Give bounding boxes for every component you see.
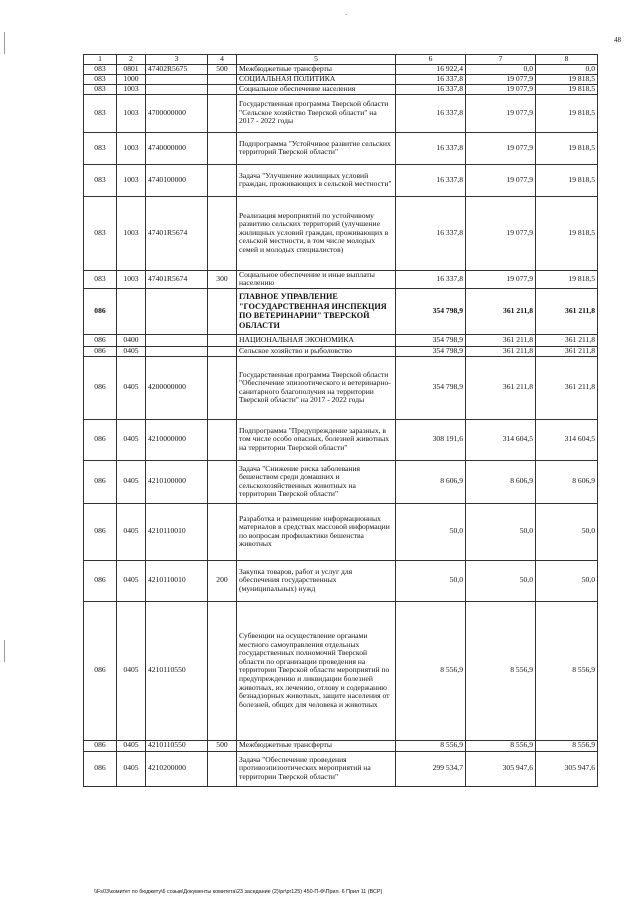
- item-name: Реализация мероприятий по устойчивому развитию сельских территорий (улучшение жилищных условий граждан, проживающих в сельской местности, в том числе молодых семей и молодых специалистов): [237, 196, 396, 270]
- item-name: Государственная программа Тверской области "Сельское хозяйство Тверской области" на 2017 - 2022 годы: [237, 94, 396, 132]
- item-name: Задача "Улучшение жилищных условий граждан, проживающих в сельской местности": [237, 164, 396, 196]
- target-article-code: 4210110010: [146, 503, 208, 560]
- amount-2022: 314 604,5: [536, 419, 598, 460]
- amount-2021: 19 077,9: [466, 164, 536, 196]
- gr-code: 083: [84, 74, 117, 84]
- table-row: [84, 740, 598, 751]
- amount-2022: 19 818,5: [536, 132, 598, 164]
- item-name: Социальное обеспечение населения: [237, 84, 396, 94]
- page-top-mark: -: [345, 10, 348, 18]
- amount-2022: 361 211,8: [536, 356, 598, 419]
- column-number: 7: [466, 55, 536, 65]
- amount-2020: 16 337,8: [396, 196, 466, 270]
- amount-2021: 19 077,9: [466, 196, 536, 270]
- gr-code: 086: [84, 503, 117, 560]
- section-code: [117, 288, 146, 334]
- amount-2022: 361 211,8: [536, 346, 598, 356]
- amount-2020: 16 337,8: [396, 74, 466, 84]
- expense-type-code: [208, 132, 237, 164]
- target-article-code: [146, 334, 208, 346]
- target-article-code: 4210110550: [146, 601, 208, 740]
- amount-2022: 361 211,8: [536, 288, 598, 334]
- amount-2020: 16 337,8: [396, 270, 466, 288]
- target-article-code: 4210110010: [146, 560, 208, 601]
- section-code: 0405: [117, 560, 146, 601]
- expense-type-code: [208, 751, 237, 786]
- section-code: 1000: [117, 74, 146, 84]
- table-row: [84, 601, 598, 740]
- item-name: СОЦИАЛЬНАЯ ПОЛИТИКА: [237, 74, 396, 84]
- gr-code: 086: [84, 560, 117, 601]
- gr-code: 086: [84, 288, 117, 334]
- amount-2020: 16 337,8: [396, 164, 466, 196]
- amount-2020: 308 191,6: [396, 419, 466, 460]
- target-article-code: 4740100000: [146, 164, 208, 196]
- expense-type-code: [208, 288, 237, 334]
- gr-code: 083: [84, 270, 117, 288]
- amount-2021: 361 211,8: [466, 356, 536, 419]
- amount-2022: 19 818,5: [536, 270, 598, 288]
- amount-2021: 361 211,8: [466, 288, 536, 334]
- amount-2022: 19 818,5: [536, 94, 598, 132]
- table-row: [84, 132, 598, 164]
- amount-2022: 361 211,8: [536, 334, 598, 346]
- expense-type-code: [208, 334, 237, 346]
- gr-code: 083: [84, 64, 117, 74]
- amount-2021: 0,0: [466, 64, 536, 74]
- target-article-code: [146, 74, 208, 84]
- expense-type-code: [208, 460, 237, 503]
- footer-file-path: \\Fs03\комитет по бюджету\6 созыв\Документы комитета\23 заседание (2)\pr\pr125) 450-П-Ф\Прил. 6 Прил 11 (ВСР): [94, 889, 383, 895]
- amount-2021: 50,0: [466, 560, 536, 601]
- target-article-code: 4210100000: [146, 460, 208, 503]
- target-article-code: 4740000000: [146, 132, 208, 164]
- section-code: 1003: [117, 84, 146, 94]
- gr-code: 083: [84, 94, 117, 132]
- table-row: [84, 346, 598, 356]
- amount-2020: 354 798,9: [396, 346, 466, 356]
- section-code: 0405: [117, 356, 146, 419]
- item-name: ГЛАВНОЕ УПРАВЛЕНИЕ "ГОСУДАРСТВЕННАЯ ИНСПЕКЦИЯ ПО ВЕТЕРИНАРИИ" ТВЕРСКОЙ ОБЛАСТИ: [237, 288, 396, 334]
- expense-type-code: [208, 346, 237, 356]
- item-name: Закупка товаров, работ и услуг для обеспечения государственных (муниципальных) нужд: [237, 560, 396, 601]
- table-row: [84, 560, 598, 601]
- section-code: 1003: [117, 164, 146, 196]
- amount-2022: 305 947,6: [536, 751, 598, 786]
- table-row: [84, 74, 598, 84]
- amount-2021: 50,0: [466, 503, 536, 560]
- gr-code: 086: [84, 356, 117, 419]
- item-name: Субвенции на осуществление органами местного самоуправления отдельных государственных полномочий Тверской области по организации проведения на территории Тверской области мероприятий по предупреждению и ликвидации болезней животных, их лечению, отлову и содержанию безнадзорных животных, защите населения от болезней, общих для человека и животных: [237, 601, 396, 740]
- target-article-code: 47401R5674: [146, 196, 208, 270]
- amount-2021: 8 556,9: [466, 740, 536, 751]
- item-name: Задача "Обеспечение проведения противоэпизоотических мероприятий на территории Тверской области": [237, 751, 396, 786]
- amount-2020: 8 556,9: [396, 601, 466, 740]
- amount-2020: 16 337,8: [396, 84, 466, 94]
- column-number: 5: [237, 55, 396, 65]
- section-code: 0405: [117, 346, 146, 356]
- amount-2021: 19 077,9: [466, 74, 536, 84]
- expense-type-code: [208, 196, 237, 270]
- target-article-code: 4200000000: [146, 356, 208, 419]
- amount-2021: 8 556,9: [466, 601, 536, 740]
- amount-2020: 50,0: [396, 503, 466, 560]
- target-article-code: [146, 84, 208, 94]
- gr-code: 083: [84, 84, 117, 94]
- amount-2022: 8 556,9: [536, 601, 598, 740]
- section-code: 1003: [117, 94, 146, 132]
- table-row: [84, 288, 598, 334]
- amount-2020: 354 798,9: [396, 356, 466, 419]
- amount-2021: 8 606,9: [466, 460, 536, 503]
- expense-type-code: [208, 356, 237, 419]
- amount-2020: 354 798,9: [396, 334, 466, 346]
- expense-type-code: 500: [208, 740, 237, 751]
- item-name: Задача "Снижение риска заболевания бешенством среди домашних и сельскохозяйственных животных на территории Тверской области": [237, 460, 396, 503]
- gr-code: 083: [84, 132, 117, 164]
- section-code: 1003: [117, 270, 146, 288]
- column-number-row: [84, 55, 598, 65]
- table-row: [84, 84, 598, 94]
- amount-2021: 19 077,9: [466, 132, 536, 164]
- amount-2022: 19 818,5: [536, 164, 598, 196]
- target-article-code: 47402R5675: [146, 64, 208, 74]
- column-number: 1: [84, 55, 117, 65]
- item-name: Межбюджетные трансферты: [237, 64, 396, 74]
- expense-type-code: [208, 601, 237, 740]
- gr-code: 086: [84, 751, 117, 786]
- amount-2020: 299 534,7: [396, 751, 466, 786]
- section-code: 0801: [117, 64, 146, 74]
- budget-table-body: [84, 55, 598, 787]
- amount-2022: 19 818,5: [536, 74, 598, 84]
- table-row: [84, 356, 598, 419]
- target-article-code: 4700000000: [146, 94, 208, 132]
- amount-2021: 19 077,9: [466, 94, 536, 132]
- gr-code: 083: [84, 196, 117, 270]
- expense-type-code: 200: [208, 560, 237, 601]
- target-article-code: 4210000000: [146, 419, 208, 460]
- amount-2021: 361 211,8: [466, 346, 536, 356]
- table-row: [84, 419, 598, 460]
- expense-type-code: 300: [208, 270, 237, 288]
- item-name: Межбюджетные трансферты: [237, 740, 396, 751]
- table-row: [84, 460, 598, 503]
- item-name: Государственная программа Тверской области "Обеспечение эпизоотического и ветеринарно-санитарного благополучия на территории Тверской области" на 2017 - 2022 годы: [237, 356, 396, 419]
- item-name: Социальное обеспечение и иные выплаты населению: [237, 270, 396, 288]
- table-row: [84, 64, 598, 74]
- column-number: 4: [208, 55, 237, 65]
- item-name: Сельское хозяйство и рыболовство: [237, 346, 396, 356]
- section-code: 0405: [117, 460, 146, 503]
- amount-2022: 50,0: [536, 503, 598, 560]
- gr-code: 086: [84, 346, 117, 356]
- item-name: Разработка и размещение информационных материалов в средствах массовой информации по вопросам профилактики бешенства животных: [237, 503, 396, 560]
- amount-2022: 50,0: [536, 560, 598, 601]
- section-code: 1003: [117, 196, 146, 270]
- amount-2020: 8 606,9: [396, 460, 466, 503]
- amount-2022: 8 556,9: [536, 740, 598, 751]
- column-number: 8: [536, 55, 598, 65]
- amount-2021: 314 604,5: [466, 419, 536, 460]
- expense-type-code: [208, 164, 237, 196]
- amount-2021: 19 077,9: [466, 270, 536, 288]
- gr-code: 086: [84, 419, 117, 460]
- target-article-code: [146, 346, 208, 356]
- expense-type-code: [208, 84, 237, 94]
- section-code: 1003: [117, 132, 146, 164]
- amount-2020: 16 337,8: [396, 132, 466, 164]
- scan-margin-line: [4, 640, 5, 662]
- table-row: [84, 94, 598, 132]
- amount-2021: 19 077,9: [466, 84, 536, 94]
- table-row: [84, 196, 598, 270]
- amount-2021: 305 947,6: [466, 751, 536, 786]
- amount-2022: 19 818,5: [536, 196, 598, 270]
- section-code: 0405: [117, 751, 146, 786]
- table-row: [84, 334, 598, 346]
- scan-margin-line: [4, 32, 5, 54]
- section-code: 0405: [117, 419, 146, 460]
- section-code: 0405: [117, 503, 146, 560]
- expense-type-code: [208, 94, 237, 132]
- target-article-code: [146, 288, 208, 334]
- table-row: [84, 751, 598, 786]
- gr-code: 083: [84, 164, 117, 196]
- target-article-code: 47401R5674: [146, 270, 208, 288]
- amount-2020: 50,0: [396, 560, 466, 601]
- budget-table: [83, 54, 598, 787]
- amount-2022: 19 818,5: [536, 84, 598, 94]
- table-row: [84, 270, 598, 288]
- item-name: НАЦИОНАЛЬНАЯ ЭКОНОМИКА: [237, 334, 396, 346]
- amount-2021: 361 211,8: [466, 334, 536, 346]
- column-number: 6: [396, 55, 466, 65]
- gr-code: 086: [84, 601, 117, 740]
- amount-2020: 16 922,4: [396, 64, 466, 74]
- gr-code: 086: [84, 460, 117, 503]
- item-name: Подпрограмма "Предупреждение заразных, в том числе особо опасных, болезней животных на территории Тверской области": [237, 419, 396, 460]
- table-row: [84, 503, 598, 560]
- column-number: 3: [146, 55, 208, 65]
- table-row: [84, 164, 598, 196]
- page-number: 48: [614, 36, 621, 44]
- target-article-code: 4210110550: [146, 740, 208, 751]
- section-code: 0400: [117, 334, 146, 346]
- target-article-code: 4210200000: [146, 751, 208, 786]
- expense-type-code: [208, 503, 237, 560]
- section-code: 0405: [117, 601, 146, 740]
- expense-type-code: 500: [208, 64, 237, 74]
- expense-type-code: [208, 74, 237, 84]
- amount-2022: 8 606,9: [536, 460, 598, 503]
- amount-2020: 354 798,9: [396, 288, 466, 334]
- amount-2020: 8 556,9: [396, 740, 466, 751]
- gr-code: 086: [84, 334, 117, 346]
- amount-2020: 16 337,8: [396, 94, 466, 132]
- column-number: 2: [117, 55, 146, 65]
- amount-2022: 0,0: [536, 64, 598, 74]
- gr-code: 086: [84, 740, 117, 751]
- item-name: Подпрограмма "Устойчивое развитие сельских территорий Тверской области": [237, 132, 396, 164]
- section-code: 0405: [117, 740, 146, 751]
- expense-type-code: [208, 419, 237, 460]
